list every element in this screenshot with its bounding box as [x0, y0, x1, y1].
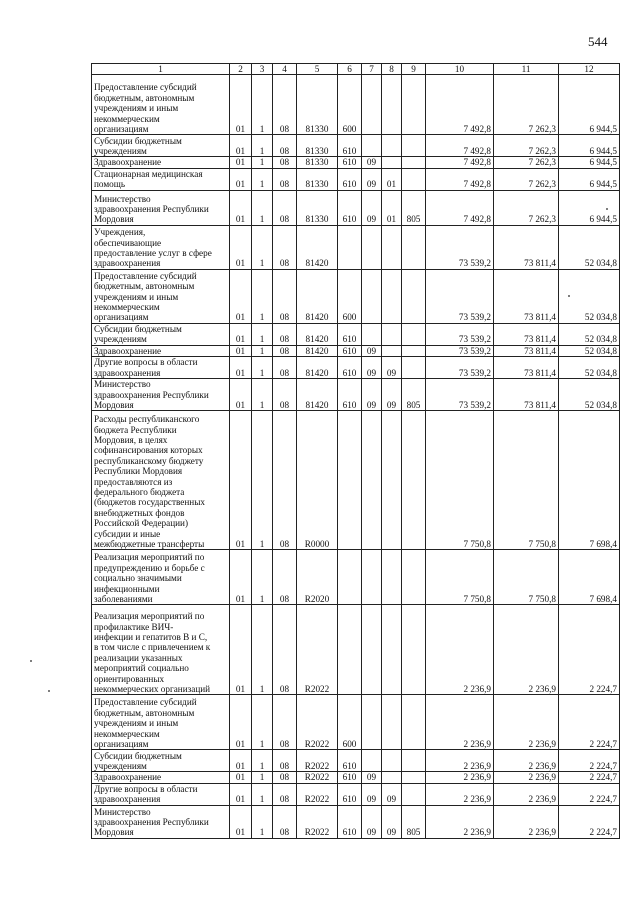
cell-col-12: 2 224,7 [559, 695, 620, 750]
cell-col-12: 52 034,8 [559, 379, 620, 411]
cell-col-3: 1 [252, 135, 273, 157]
cell-col-2: 01 [230, 157, 252, 168]
cell-col-3: 1 [252, 323, 273, 345]
cell-col-2: 01 [230, 605, 252, 695]
cell-col-11: 73 811,4 [494, 225, 559, 269]
cell-col-10: 2 236,9 [426, 783, 494, 805]
cell-col-6: 610 [338, 345, 362, 356]
table-row [92, 695, 620, 750]
cell-col-7: 09 [362, 157, 382, 168]
cell-col-10: 7 492,8 [426, 190, 494, 225]
cell-col-6: 610 [338, 190, 362, 225]
cell-col-2: 01 [230, 379, 252, 411]
cell-col-8: 09 [382, 357, 402, 379]
cell-col-5: 81330 [297, 157, 338, 168]
cell-col-10: 7 492,8 [426, 75, 494, 135]
cell-col-10: 2 236,9 [426, 605, 494, 695]
cell-col-9 [402, 225, 426, 269]
row-name: Предоставление субсидий бюджетным, автономным учреждениям и иным некоммерческим организациям [92, 695, 230, 750]
table-row [92, 357, 620, 379]
cell-col-10: 2 236,9 [426, 750, 494, 772]
cell-col-6 [338, 411, 362, 550]
table-row [92, 345, 620, 356]
cell-col-4: 08 [273, 190, 297, 225]
table-row [92, 269, 620, 323]
cell-col-5: 81420 [297, 379, 338, 411]
cell-col-3: 1 [252, 75, 273, 135]
cell-col-7 [362, 225, 382, 269]
row-name: Министерство здравоохранения Республики Мордовия [92, 805, 230, 838]
cell-col-3: 1 [252, 750, 273, 772]
cell-col-11: 7 750,8 [494, 411, 559, 550]
cell-col-12: 2 224,7 [559, 783, 620, 805]
cell-col-9 [402, 411, 426, 550]
cell-col-8 [382, 750, 402, 772]
cell-col-5: R2022 [297, 805, 338, 838]
header-row [92, 64, 620, 75]
cell-col-2: 01 [230, 225, 252, 269]
cell-col-4: 08 [273, 783, 297, 805]
cell-col-4: 08 [273, 345, 297, 356]
table-row [92, 190, 620, 225]
cell-col-10: 2 236,9 [426, 695, 494, 750]
cell-col-6: 610 [338, 783, 362, 805]
cell-col-7 [362, 605, 382, 695]
cell-col-3: 1 [252, 783, 273, 805]
cell-col-9 [402, 135, 426, 157]
cell-col-10: 73 539,2 [426, 379, 494, 411]
cell-col-9 [402, 323, 426, 345]
cell-col-2: 01 [230, 783, 252, 805]
cell-col-8: 09 [382, 783, 402, 805]
cell-col-7: 09 [362, 783, 382, 805]
row-name: Учреждения, обеспечивающие предоставление услуг в сфере здравоохранения [92, 225, 230, 269]
cell-col-7 [362, 75, 382, 135]
cell-col-6: 610 [338, 135, 362, 157]
row-name: Расходы республиканского бюджета Республики Мордовия, в целях софинансирования которых республиканскому бюджету Республики Мордовия предоставляются из федерального бюджета (бюджетов государственных внебюджетных фондов Российской Федерации) субсидии и иные межбюджетные трансферты [92, 411, 230, 550]
column-header: 3 [252, 64, 273, 75]
row-name: Министерство здравоохранения Республики Мордовия [92, 379, 230, 411]
cell-col-5: 81420 [297, 225, 338, 269]
cell-col-12: 52 034,8 [559, 323, 620, 345]
column-header: 4 [273, 64, 297, 75]
cell-col-10: 7 492,8 [426, 168, 494, 190]
cell-col-12: 2 224,7 [559, 805, 620, 838]
cell-col-7 [362, 323, 382, 345]
cell-col-11: 7 750,8 [494, 550, 559, 605]
cell-col-3: 1 [252, 411, 273, 550]
cell-col-4: 08 [273, 168, 297, 190]
cell-col-6: 600 [338, 695, 362, 750]
cell-col-8 [382, 345, 402, 356]
column-header: 5 [297, 64, 338, 75]
cell-col-11: 7 262,3 [494, 168, 559, 190]
cell-col-7: 09 [362, 805, 382, 838]
row-name: Другие вопросы в области здравоохранения [92, 783, 230, 805]
cell-col-10: 7 750,8 [426, 411, 494, 550]
cell-col-5: R0000 [297, 411, 338, 550]
cell-col-3: 1 [252, 357, 273, 379]
cell-col-10: 7 492,8 [426, 135, 494, 157]
cell-col-10: 73 539,2 [426, 323, 494, 345]
scan-speck [30, 660, 32, 662]
cell-col-9: 805 [402, 805, 426, 838]
row-name: Субсидии бюджетным учреждениям [92, 323, 230, 345]
cell-col-9 [402, 357, 426, 379]
cell-col-9: 805 [402, 190, 426, 225]
cell-col-12: 6 944,5 [559, 157, 620, 168]
scan-speck [568, 295, 570, 297]
cell-col-9 [402, 157, 426, 168]
cell-col-12: 2 224,7 [559, 605, 620, 695]
cell-col-8 [382, 135, 402, 157]
cell-col-2: 01 [230, 75, 252, 135]
cell-col-3: 1 [252, 805, 273, 838]
cell-col-2: 01 [230, 345, 252, 356]
cell-col-11: 73 811,4 [494, 357, 559, 379]
cell-col-10: 73 539,2 [426, 345, 494, 356]
cell-col-2: 01 [230, 550, 252, 605]
cell-col-10: 73 539,2 [426, 357, 494, 379]
cell-col-5: R2022 [297, 695, 338, 750]
cell-col-3: 1 [252, 605, 273, 695]
cell-col-9 [402, 750, 426, 772]
cell-col-6: 610 [338, 357, 362, 379]
cell-col-2: 01 [230, 357, 252, 379]
cell-col-9 [402, 695, 426, 750]
table-row [92, 772, 620, 783]
row-name: Реализация мероприятий по предупреждению и борьбе с социально значимыми инфекционными заболеваниями [92, 550, 230, 605]
cell-col-11: 7 262,3 [494, 75, 559, 135]
cell-col-8: 01 [382, 168, 402, 190]
cell-col-8 [382, 550, 402, 605]
cell-col-8 [382, 269, 402, 323]
cell-col-2: 01 [230, 190, 252, 225]
cell-col-4: 08 [273, 269, 297, 323]
table-row [92, 168, 620, 190]
cell-col-4: 08 [273, 750, 297, 772]
cell-col-8 [382, 225, 402, 269]
cell-col-5: R2022 [297, 772, 338, 783]
cell-col-5: 81420 [297, 345, 338, 356]
cell-col-11: 7 262,3 [494, 135, 559, 157]
cell-col-10: 73 539,2 [426, 269, 494, 323]
cell-col-8: 01 [382, 190, 402, 225]
column-header: 2 [230, 64, 252, 75]
cell-col-8 [382, 157, 402, 168]
cell-col-5: R2022 [297, 750, 338, 772]
cell-col-9 [402, 269, 426, 323]
cell-col-12: 6 944,5 [559, 190, 620, 225]
cell-col-7: 09 [362, 345, 382, 356]
cell-col-2: 01 [230, 135, 252, 157]
cell-col-4: 08 [273, 379, 297, 411]
column-header: 11 [494, 64, 559, 75]
cell-col-5: R2022 [297, 783, 338, 805]
table-body [92, 75, 620, 838]
cell-col-6: 610 [338, 750, 362, 772]
cell-col-6: 610 [338, 379, 362, 411]
cell-col-6 [338, 550, 362, 605]
cell-col-4: 08 [273, 157, 297, 168]
row-name: Субсидии бюджетным учреждениям [92, 750, 230, 772]
table-row [92, 225, 620, 269]
cell-col-8 [382, 605, 402, 695]
cell-col-11: 2 236,9 [494, 605, 559, 695]
cell-col-12: 2 224,7 [559, 772, 620, 783]
cell-col-12: 6 944,5 [559, 168, 620, 190]
cell-col-11: 73 811,4 [494, 323, 559, 345]
table-row [92, 550, 620, 605]
cell-col-12: 7 698,4 [559, 411, 620, 550]
cell-col-2: 01 [230, 805, 252, 838]
column-header: 6 [338, 64, 362, 75]
cell-col-11: 2 236,9 [494, 783, 559, 805]
cell-col-11: 2 236,9 [494, 805, 559, 838]
cell-col-11: 2 236,9 [494, 772, 559, 783]
cell-col-2: 01 [230, 269, 252, 323]
cell-col-9 [402, 772, 426, 783]
row-name: Реализация мероприятий по профилактике ВИЧ- инфекции и гепатитов В и С, в том числе с привлечением к реализации указанных мероприятий социально ориентированных некоммерческих организаций [92, 605, 230, 695]
table-row [92, 411, 620, 550]
cell-col-5: 81330 [297, 135, 338, 157]
cell-col-12: 2 224,7 [559, 750, 620, 772]
cell-col-11: 73 811,4 [494, 345, 559, 356]
table-row [92, 783, 620, 805]
column-header: 7 [362, 64, 382, 75]
cell-col-9 [402, 75, 426, 135]
cell-col-7 [362, 695, 382, 750]
cell-col-4: 08 [273, 75, 297, 135]
cell-col-11: 7 262,3 [494, 157, 559, 168]
cell-col-7: 09 [362, 168, 382, 190]
cell-col-7: 09 [362, 357, 382, 379]
cell-col-10: 7 492,8 [426, 157, 494, 168]
cell-col-7 [362, 135, 382, 157]
cell-col-9 [402, 605, 426, 695]
cell-col-4: 08 [273, 357, 297, 379]
cell-col-12: 52 034,8 [559, 225, 620, 269]
cell-col-6 [338, 225, 362, 269]
cell-col-7: 09 [362, 772, 382, 783]
scan-speck [606, 208, 608, 210]
column-header: 9 [402, 64, 426, 75]
cell-col-3: 1 [252, 190, 273, 225]
cell-col-4: 08 [273, 772, 297, 783]
cell-col-7: 09 [362, 190, 382, 225]
cell-col-9: 805 [402, 379, 426, 411]
cell-col-11: 7 262,3 [494, 190, 559, 225]
scan-speck [48, 690, 50, 692]
cell-col-7 [362, 750, 382, 772]
cell-col-5: 81330 [297, 190, 338, 225]
cell-col-4: 08 [273, 550, 297, 605]
cell-col-5: R2020 [297, 550, 338, 605]
cell-col-8 [382, 323, 402, 345]
cell-col-5: 81330 [297, 168, 338, 190]
column-header: 1 [92, 64, 230, 75]
cell-col-3: 1 [252, 550, 273, 605]
cell-col-11: 73 811,4 [494, 379, 559, 411]
row-name: Здравоохранение [92, 345, 230, 356]
budget-table [91, 63, 620, 839]
cell-col-5: 81420 [297, 357, 338, 379]
cell-col-6 [338, 605, 362, 695]
cell-col-8 [382, 772, 402, 783]
cell-col-8 [382, 695, 402, 750]
cell-col-9 [402, 783, 426, 805]
row-name: Министерство здравоохранения Республики Мордовия [92, 190, 230, 225]
cell-col-2: 01 [230, 411, 252, 550]
row-name: Субсидии бюджетным учреждениям [92, 135, 230, 157]
row-name: Предоставление субсидий бюджетным, автономным учреждениям и иным некоммерческим организациям [92, 269, 230, 323]
cell-col-3: 1 [252, 772, 273, 783]
cell-col-2: 01 [230, 750, 252, 772]
cell-col-4: 08 [273, 225, 297, 269]
cell-col-3: 1 [252, 225, 273, 269]
cell-col-6: 610 [338, 157, 362, 168]
cell-col-7 [362, 269, 382, 323]
table-row [92, 605, 620, 695]
cell-col-12: 52 034,8 [559, 357, 620, 379]
cell-col-6: 610 [338, 805, 362, 838]
cell-col-11: 73 811,4 [494, 269, 559, 323]
table-row [92, 379, 620, 411]
cell-col-3: 1 [252, 157, 273, 168]
row-name: Предоставление субсидий бюджетным, автономным учреждениям и иным некоммерческим организациям [92, 75, 230, 135]
cell-col-4: 08 [273, 411, 297, 550]
cell-col-4: 08 [273, 323, 297, 345]
cell-col-9 [402, 345, 426, 356]
cell-col-5: 81330 [297, 75, 338, 135]
row-name: Стационарная медицинская помощь [92, 168, 230, 190]
cell-col-7: 09 [362, 379, 382, 411]
cell-col-11: 2 236,9 [494, 695, 559, 750]
row-name: Другие вопросы в области здравоохранения [92, 357, 230, 379]
table-row [92, 75, 620, 135]
column-header: 12 [559, 64, 620, 75]
cell-col-11: 2 236,9 [494, 750, 559, 772]
cell-col-3: 1 [252, 345, 273, 356]
cell-col-4: 08 [273, 805, 297, 838]
cell-col-4: 08 [273, 135, 297, 157]
cell-col-12: 6 944,5 [559, 135, 620, 157]
cell-col-2: 01 [230, 772, 252, 783]
table-row [92, 157, 620, 168]
cell-col-10: 7 750,8 [426, 550, 494, 605]
cell-col-2: 01 [230, 323, 252, 345]
cell-col-10: 2 236,9 [426, 772, 494, 783]
cell-col-8: 09 [382, 379, 402, 411]
row-name: Здравоохранение [92, 157, 230, 168]
cell-col-2: 01 [230, 695, 252, 750]
cell-col-8 [382, 411, 402, 550]
table-row [92, 323, 620, 345]
column-header: 10 [426, 64, 494, 75]
cell-col-12: 52 034,8 [559, 269, 620, 323]
column-header: 8 [382, 64, 402, 75]
cell-col-5: 81420 [297, 269, 338, 323]
cell-col-12: 7 698,4 [559, 550, 620, 605]
cell-col-6: 610 [338, 772, 362, 783]
cell-col-9 [402, 550, 426, 605]
cell-col-2: 01 [230, 168, 252, 190]
cell-col-5: 81420 [297, 323, 338, 345]
cell-col-6: 610 [338, 168, 362, 190]
cell-col-3: 1 [252, 695, 273, 750]
cell-col-9 [402, 168, 426, 190]
cell-col-7 [362, 550, 382, 605]
table-row [92, 805, 620, 838]
cell-col-3: 1 [252, 269, 273, 323]
cell-col-10: 73 539,2 [426, 225, 494, 269]
cell-col-7 [362, 411, 382, 550]
cell-col-4: 08 [273, 695, 297, 750]
table-row [92, 750, 620, 772]
row-name: Здравоохранение [92, 772, 230, 783]
page-number: 544 [588, 34, 608, 49]
cell-col-3: 1 [252, 379, 273, 411]
cell-col-5: R2022 [297, 605, 338, 695]
cell-col-8: 09 [382, 805, 402, 838]
cell-col-12: 52 034,8 [559, 345, 620, 356]
cell-col-10: 2 236,9 [426, 805, 494, 838]
cell-col-6: 600 [338, 269, 362, 323]
cell-col-12: 6 944,5 [559, 75, 620, 135]
cell-col-6: 610 [338, 323, 362, 345]
cell-col-4: 08 [273, 605, 297, 695]
cell-col-6: 600 [338, 75, 362, 135]
cell-col-3: 1 [252, 168, 273, 190]
table-row [92, 135, 620, 157]
cell-col-8 [382, 75, 402, 135]
